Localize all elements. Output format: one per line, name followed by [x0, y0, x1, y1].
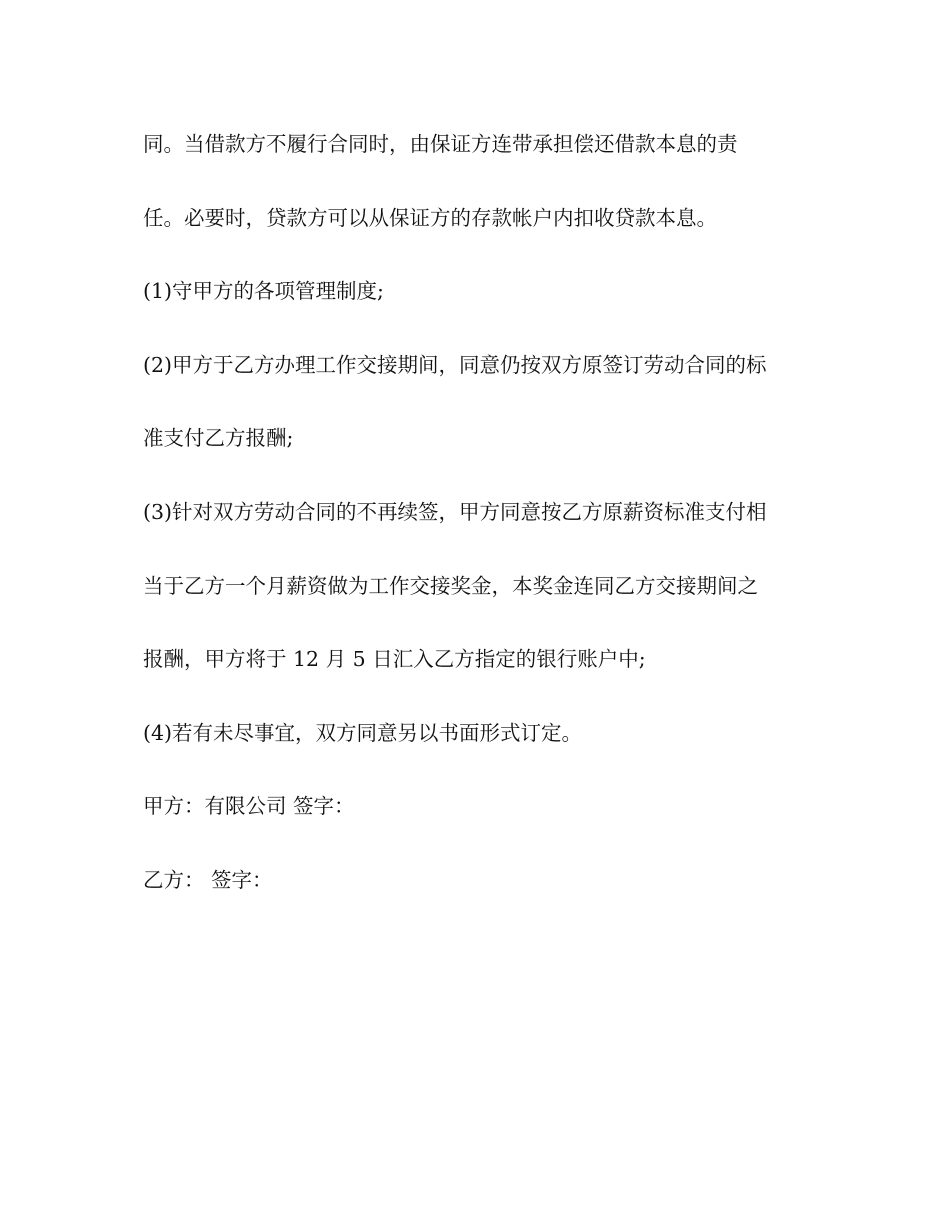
- clause-3-line-2: 当于乙方一个月薪资做为工作交接奖金，本奖金连同乙方交接期间之: [143, 573, 758, 598]
- clause-1: (1)守甲方的各项管理制度;: [143, 279, 384, 304]
- guarantee-clause-line-1: 同。当借款方不履行合同时，由保证方连带承担偿还借款本息的责: [143, 132, 738, 156]
- clause-2-line-1: (2)甲方于乙方办理工作交接期间，同意仍按双方原签订劳动合同的标: [143, 352, 767, 377]
- party-a-signature-line: 甲方：有限公司 签字：: [143, 794, 355, 819]
- clause-2-line-2: 准支付乙方报酬;: [143, 426, 294, 451]
- clause-4: (4)若有未尽事宜，双方同意另以书面形式订定。: [143, 720, 583, 745]
- guarantee-clause-line-2: 任。必要时，贷款方可以从保证方的存款帐户内扣收贷款本息。: [143, 205, 717, 230]
- party-b-signature-line: 乙方： 签字：: [143, 867, 273, 892]
- clause-3-line-1: (3)针对双方劳动合同的不再续签，甲方同意按乙方原薪资标准支付相: [143, 499, 767, 524]
- clause-3-line-3: 报酬，甲方将于 12 月 5 日汇入乙方指定的银行账户中;: [143, 647, 646, 672]
- document-body: [143, 124, 843, 934]
